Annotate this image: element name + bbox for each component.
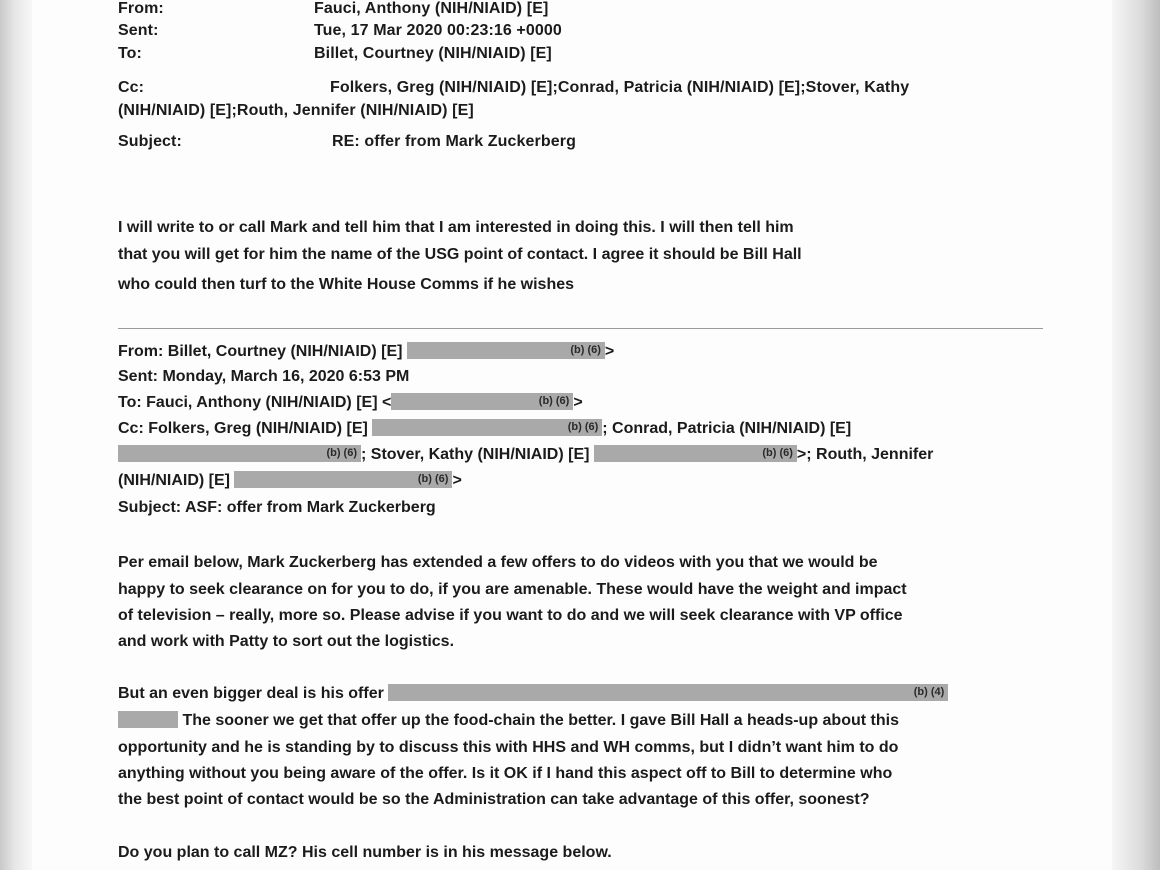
header-from-value: Fauci, Anthony (NIH/NIAID) [E] [314,0,549,17]
redaction-block [234,471,452,488]
redaction-code: (b) (6) [570,344,601,356]
page-shadow-left [0,0,32,870]
orig-cc-label: Cc: [118,420,144,437]
header-sent-value: Tue, 17 Mar 2020 00:23:16 +0000 [314,22,562,39]
orig-from-row [118,341,614,363]
orig-to-label: To: [118,394,142,411]
reply-line-3: who could then turf to the White House Comms if he wishes [118,276,575,293]
redaction-code: (b) (6) [538,395,570,407]
orig-cc-row [118,418,851,440]
redaction-block [388,684,948,701]
redaction-block [118,711,178,728]
body-para2-line5: the best point of contact would be so the Administration can take advantage of this offer, soonest? [118,791,870,808]
orig-from-label: From: [118,343,164,360]
orig-from-value: Billet, Courtney (NIH/NIAID) [E] [167,343,403,360]
header-from-label: From: [118,0,164,17]
orig-subject-value: ASF: offer from Mark Zuckerberg [184,499,436,516]
close-angle: > [452,472,462,489]
redaction-block [372,419,602,436]
header-to-value: Billet, Courtney (NIH/NIAID) [E] [314,45,552,62]
orig-cc-value-b: ; Conrad, Patricia (NIH/NIAID) [E] [602,420,852,437]
redaction-block [391,393,573,410]
header-subject-value: RE: offer from Mark Zuckerberg [332,133,576,150]
body-para1-line2: happy to seek clearance on for you to do, if you are amenable. These would have the weight and impact [118,581,907,598]
redaction-block [594,445,797,462]
header-cc-label: Cc: [118,79,145,96]
body-para2-start: But an even bigger deal is his offer [118,685,384,702]
orig-subject-label: Subject: [118,499,182,516]
close-angle: > [796,446,807,463]
orig-cc-value-e: (NIH/NIAID) [E] [118,472,230,489]
redaction-block [118,445,361,462]
redaction-code: (b) (6) [567,421,599,433]
redaction-code: (b) (6) [417,473,449,485]
header-to-label: To: [118,45,142,62]
orig-cc-row-2 [118,444,933,466]
reply-line-2: that you will get for him the name of the USG point of contact. I agree it should be Bill Hall [118,246,802,263]
body-para2-line1 [118,683,948,705]
orig-cc-value-c: ; Stover, Kathy (NIH/NIAID) [E] [361,446,590,463]
redaction-code: (b) (6) [326,447,357,459]
header-subject-label: Subject: [118,133,182,150]
header-sent-label: Sent: [118,22,159,39]
body-para3: Do you plan to call MZ? His cell number is in his message below. [118,844,612,861]
body-para2-line4: anything without you being aware of the offer. Is it OK if I hand this aspect off to Bill to determine who [118,765,893,782]
message-separator [118,328,1043,329]
header-cc-continued: (NIH/NIAID) [E];Routh, Jennifer (NIH/NIAID) [E] [118,102,474,119]
orig-cc-value-d: ; Routh, Jennifer [806,446,934,463]
body-para2-line3: opportunity and he is standing by to discuss this with HHS and WH comms, but I didn’t want him to do [118,739,899,756]
redaction-code: (b) (4) [913,686,945,698]
close-angle: > [604,343,615,360]
orig-cc-row-3 [118,470,462,492]
body-para1-line3: of television – really, more so. Please advise if you want to do and we will seek clearance with VP office [118,607,903,624]
header-cc-value: Folkers, Greg (NIH/NIAID) [E];Conrad, Patricia (NIH/NIAID) [E];Stover, Kathy [330,79,910,96]
body-para2-line2 [118,710,899,732]
body-para2-line2-text: The sooner we get that offer up the food-chain the better. I gave Bill Hall a heads-up about this [182,712,899,729]
orig-cc-value-a: Folkers, Greg (NIH/NIAID) [E] [148,420,368,437]
page-shadow-right [1112,0,1160,870]
close-angle: > [573,394,583,411]
orig-to-row [118,392,583,414]
redaction-block [407,342,605,359]
orig-sent-label: Sent: [118,368,158,385]
body-para1-line4: and work with Patty to sort out the logistics. [118,633,455,650]
body-para1-line1: Per email below, Mark Zuckerberg has extended a few offers to do videos with you that we would be [118,554,878,571]
orig-to-value: Fauci, Anthony (NIH/NIAID) [E] < [146,394,392,411]
orig-subject-row [118,497,436,519]
reply-line-1: I will write to or call Mark and tell him that I am interested in doing this. I will then tell him [118,219,794,236]
orig-sent-value: Monday, March 16, 2020 6:53 PM [162,368,410,385]
orig-sent-row [118,366,409,388]
redaction-code: (b) (6) [762,447,793,459]
